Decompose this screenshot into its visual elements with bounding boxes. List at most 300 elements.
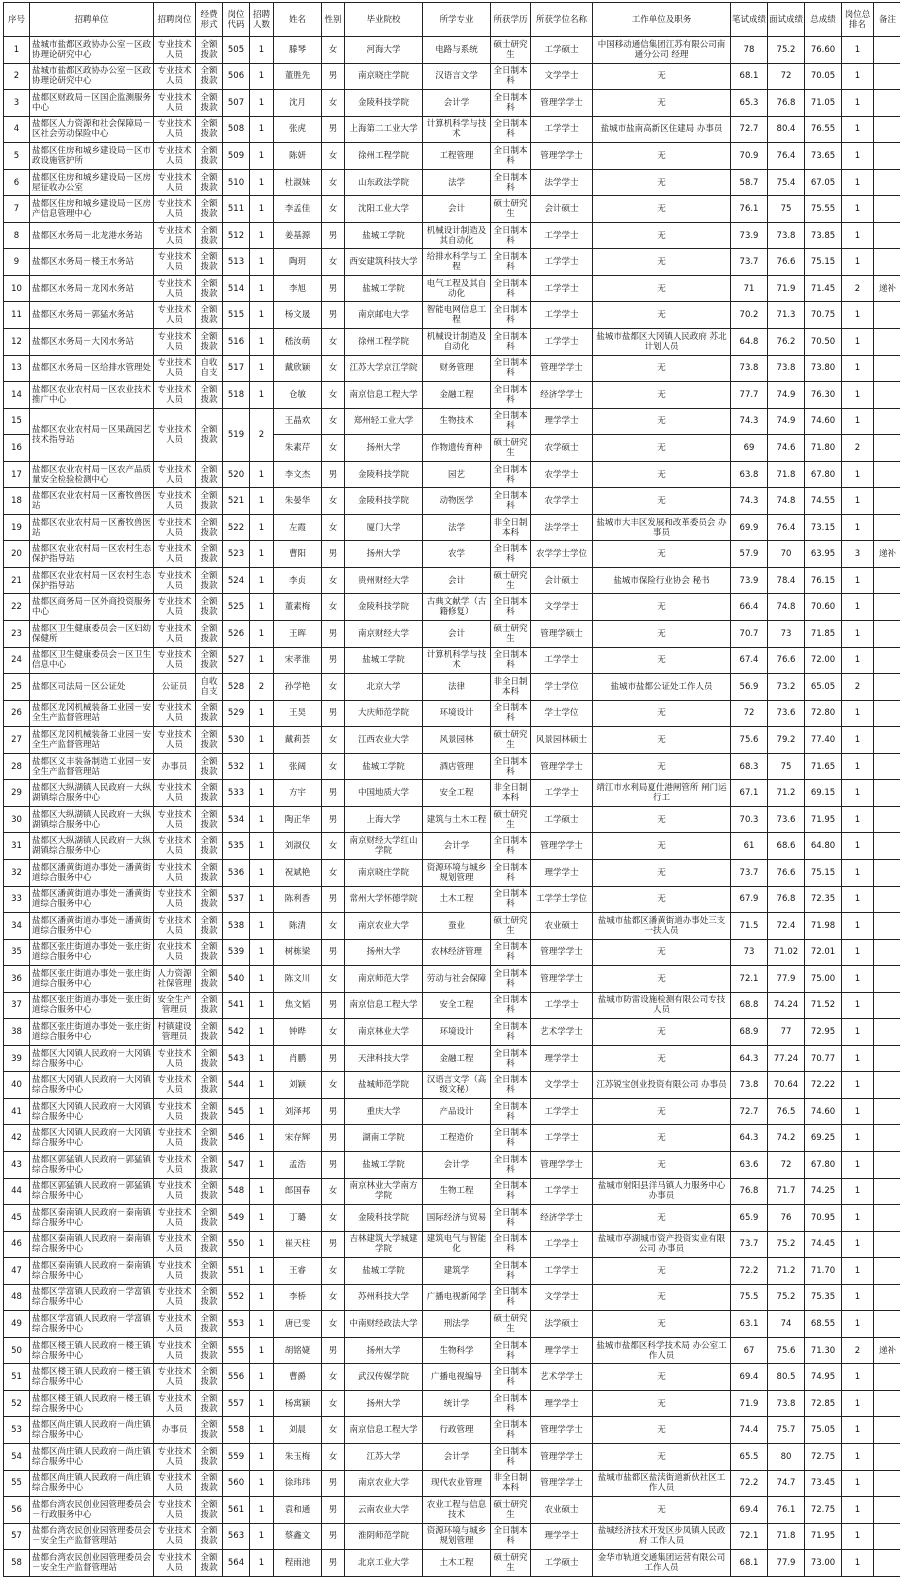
cell-name: 刘晨 — [274, 1417, 322, 1444]
cell-total-score: 70.50 — [805, 329, 842, 356]
cell-funding: 自收自支 — [196, 355, 223, 382]
cell-funding: 全额拨款 — [196, 1072, 223, 1099]
cell-interview-score: 76.1 — [768, 1497, 805, 1524]
cell-written-score: 72.2 — [731, 1470, 768, 1497]
cell-gender: 女 — [322, 1205, 345, 1232]
cell-name: 宋孝淮 — [274, 647, 322, 674]
cell-education: 全日制本科 — [491, 700, 531, 727]
cell-index: 32 — [4, 859, 30, 886]
cell-position-code: 542 — [223, 1019, 250, 1046]
cell-degree: 工学学士 — [531, 1258, 593, 1285]
cell-position: 专业技术人员 — [154, 1151, 196, 1178]
cell-employer: 盐都区住房和城乡建设局－区房屋征收办公室 — [30, 169, 154, 196]
cell-workplace: 无 — [593, 63, 731, 90]
cell-index: 28 — [4, 753, 30, 780]
table-row — [4, 541, 900, 568]
cell-funding: 全额拨款 — [196, 249, 223, 276]
cell-index: 40 — [4, 1072, 30, 1099]
table-row — [4, 169, 900, 196]
cell-hire-count: 1 — [250, 382, 274, 409]
cell-position-code: 519 — [223, 408, 250, 461]
cell-name: 唐已雯 — [274, 1311, 322, 1338]
cell-degree: 农学学士 — [531, 461, 593, 488]
cell-index: 42 — [4, 1125, 30, 1152]
cell-gender: 女 — [322, 1390, 345, 1417]
cell-education: 全日制本科 — [491, 275, 531, 302]
cell-degree: 理学学士 — [531, 408, 593, 435]
cell-remarks — [874, 1470, 900, 1497]
cell-gender: 女 — [322, 859, 345, 886]
cell-degree: 管理学学士 — [531, 753, 593, 780]
cell-hire-count: 1 — [250, 488, 274, 515]
cell-employer: 盐都区水务局－郭猛水务站 — [30, 302, 154, 329]
cell-major: 园艺 — [423, 461, 491, 488]
table-row — [4, 1311, 900, 1338]
cell-gender: 女 — [322, 514, 345, 541]
cell-index: 21 — [4, 567, 30, 594]
table-row — [4, 806, 900, 833]
cell-hire-count: 1 — [250, 1390, 274, 1417]
cell-interview-score: 73.8 — [768, 222, 805, 249]
cell-school: 盐城师范学院 — [345, 1072, 423, 1099]
cell-gender: 女 — [322, 435, 345, 462]
cell-rank: 1 — [842, 833, 874, 860]
cell-major: 建筑与土木工程 — [423, 806, 491, 833]
cell-written-score: 65.5 — [731, 1443, 768, 1470]
cell-remarks — [874, 1045, 900, 1072]
cell-education: 全日制本科 — [491, 488, 531, 515]
cell-total-score: 72.00 — [805, 647, 842, 674]
cell-rank: 3 — [842, 541, 874, 568]
cell-funding: 全额拨款 — [196, 1284, 223, 1311]
cell-name: 程雨池 — [274, 1550, 322, 1577]
cell-school: 南京晓庄学院 — [345, 859, 423, 886]
cell-remarks — [874, 329, 900, 356]
cell-index: 4 — [4, 116, 30, 143]
cell-rank: 1 — [842, 886, 874, 913]
cell-workplace: 无 — [593, 222, 731, 249]
header-col-funding: 经费形式 — [196, 3, 223, 37]
cell-major: 会计学 — [423, 1151, 491, 1178]
cell-position: 专业技术人员 — [154, 1231, 196, 1258]
cell-degree: 会计硕士 — [531, 196, 593, 223]
cell-total-score: 65.05 — [805, 674, 842, 701]
table-row — [4, 966, 900, 993]
cell-hire-count: 1 — [250, 859, 274, 886]
cell-index: 41 — [4, 1098, 30, 1125]
cell-total-score: 73.85 — [805, 222, 842, 249]
cell-remarks — [874, 116, 900, 143]
cell-position: 专业技术人员 — [154, 1364, 196, 1391]
cell-position: 专业技术人员 — [154, 859, 196, 886]
cell-education: 硕士研究生 — [491, 37, 531, 64]
cell-education: 全日制本科 — [491, 753, 531, 780]
cell-hire-count: 1 — [250, 992, 274, 1019]
cell-written-score: 74.3 — [731, 488, 768, 515]
cell-degree: 工学硕士 — [531, 806, 593, 833]
cell-funding: 全额拨款 — [196, 541, 223, 568]
cell-school: 河海大学 — [345, 37, 423, 64]
cell-total-score: 69.15 — [805, 780, 842, 807]
cell-rank: 1 — [842, 1072, 874, 1099]
cell-funding: 全额拨款 — [196, 913, 223, 940]
cell-hire-count: 1 — [250, 249, 274, 276]
cell-degree: 工学学士 — [531, 647, 593, 674]
cell-written-score: 75.6 — [731, 727, 768, 754]
cell-interview-score: 73.8 — [768, 1390, 805, 1417]
cell-degree: 农学硕士 — [531, 435, 593, 462]
cell-gender: 男 — [322, 461, 345, 488]
cell-position-code: 513 — [223, 249, 250, 276]
cell-name: 杨寓颖 — [274, 1390, 322, 1417]
cell-position-code: 557 — [223, 1390, 250, 1417]
cell-interview-score: 76 — [768, 1205, 805, 1232]
cell-rank: 1 — [842, 382, 874, 409]
cell-interview-score: 74 — [768, 1311, 805, 1338]
cell-position-code: 563 — [223, 1523, 250, 1550]
cell-position-code: 525 — [223, 594, 250, 621]
cell-index: 20 — [4, 541, 30, 568]
cell-interview-score: 76.4 — [768, 143, 805, 170]
cell-remarks — [874, 461, 900, 488]
cell-employer: 盐都区潘黄街道办事处－潘黄街道综合服务中心 — [30, 913, 154, 940]
cell-school: 南京农业大学 — [345, 1470, 423, 1497]
cell-remarks — [874, 382, 900, 409]
cell-gender: 女 — [322, 1072, 345, 1099]
cell-employer: 盐都区农业农村局－区农业技术推广中心 — [30, 382, 154, 409]
cell-name: 朱素芹 — [274, 435, 322, 462]
cell-gender: 女 — [322, 966, 345, 993]
table-row — [4, 1390, 900, 1417]
header-col-position-code: 岗位代码 — [223, 3, 250, 37]
cell-position: 专业技术人员 — [154, 780, 196, 807]
cell-workplace: 无 — [593, 1258, 731, 1285]
cell-gender: 女 — [322, 249, 345, 276]
cell-gender: 男 — [322, 939, 345, 966]
cell-funding: 全额拨款 — [196, 37, 223, 64]
cell-position: 专业技术人员 — [154, 1337, 196, 1364]
cell-name: 董素梅 — [274, 594, 322, 621]
cell-workplace: 无 — [593, 541, 731, 568]
cell-hire-count: 1 — [250, 727, 274, 754]
cell-total-score: 71.98 — [805, 913, 842, 940]
cell-position-code: 548 — [223, 1178, 250, 1205]
cell-name: 肖鹏 — [274, 1045, 322, 1072]
cell-school: 扬州大学 — [345, 541, 423, 568]
cell-funding: 全额拨款 — [196, 90, 223, 117]
table-row — [4, 1550, 900, 1577]
cell-index: 23 — [4, 621, 30, 648]
cell-school: 江苏大学 — [345, 1443, 423, 1470]
cell-interview-score: 75 — [768, 753, 805, 780]
table-row — [4, 1098, 900, 1125]
cell-funding: 全额拨款 — [196, 275, 223, 302]
cell-position: 专业技术人员 — [154, 1311, 196, 1338]
cell-rank: 1 — [842, 196, 874, 223]
cell-interview-score: 68.6 — [768, 833, 805, 860]
cell-major: 土木工程 — [423, 886, 491, 913]
cell-interview-score: 70.64 — [768, 1072, 805, 1099]
cell-remarks — [874, 1231, 900, 1258]
cell-position-code: 528 — [223, 674, 250, 701]
cell-interview-score: 71.8 — [768, 1523, 805, 1550]
cell-education: 全日制本科 — [491, 249, 531, 276]
cell-remarks — [874, 674, 900, 701]
cell-major: 刑法学 — [423, 1311, 491, 1338]
cell-position: 专业技术人员 — [154, 1284, 196, 1311]
cell-rank: 1 — [842, 488, 874, 515]
cell-gender: 男 — [322, 222, 345, 249]
cell-school: 中南财经政法大学 — [345, 1311, 423, 1338]
cell-position-code: 530 — [223, 727, 250, 754]
cell-degree: 农学学士 — [531, 488, 593, 515]
cell-written-score: 76.1 — [731, 196, 768, 223]
cell-total-score: 74.60 — [805, 408, 842, 435]
cell-position-code: 564 — [223, 1550, 250, 1577]
cell-employer: 盐都区大纵湖镇人民政府－大纵湖镇综合服务中心 — [30, 833, 154, 860]
cell-rank: 1 — [842, 1151, 874, 1178]
cell-remarks — [874, 37, 900, 64]
cell-major: 环境设计 — [423, 700, 491, 727]
cell-position: 专业技术人员 — [154, 37, 196, 64]
cell-index: 25 — [4, 674, 30, 701]
cell-gender: 女 — [322, 408, 345, 435]
cell-degree: 理学学士 — [531, 1045, 593, 1072]
cell-index: 43 — [4, 1151, 30, 1178]
cell-written-score: 67.4 — [731, 647, 768, 674]
header-col-degree: 所获学位名称 — [531, 3, 593, 37]
cell-name: 李贞 — [274, 567, 322, 594]
cell-degree: 管理学学士 — [531, 1417, 593, 1444]
cell-degree: 工学学士 — [531, 302, 593, 329]
cell-remarks — [874, 302, 900, 329]
cell-hire-count: 1 — [250, 461, 274, 488]
cell-written-score: 72.1 — [731, 1523, 768, 1550]
cell-employer: 盐城市盐都区政协办公室－区政协理论研究中心 — [30, 63, 154, 90]
cell-position-code: 539 — [223, 939, 250, 966]
cell-workplace: 盐城市防雷设施检测有限公司专技人员 — [593, 992, 731, 1019]
cell-index: 53 — [4, 1417, 30, 1444]
cell-education: 全日制本科 — [491, 966, 531, 993]
cell-index: 58 — [4, 1550, 30, 1577]
cell-education: 全日制本科 — [491, 1390, 531, 1417]
table-row — [4, 1178, 900, 1205]
cell-funding: 全额拨款 — [196, 1390, 223, 1417]
cell-employer: 盐都区住房和城乡建设局－区房产信息管理中心 — [30, 196, 154, 223]
cell-position: 专业技术人员 — [154, 806, 196, 833]
cell-rank: 1 — [842, 727, 874, 754]
cell-written-score: 69.9 — [731, 514, 768, 541]
cell-workplace: 金华市轨道交通集团运营有限公司 工作人员 — [593, 1550, 731, 1577]
cell-written-score: 73.8 — [731, 1072, 768, 1099]
cell-degree: 工学学士 — [531, 249, 593, 276]
cell-total-score: 72.85 — [805, 1390, 842, 1417]
cell-hire-count: 1 — [250, 1523, 274, 1550]
cell-position: 专业技术人员 — [154, 143, 196, 170]
cell-position-code: 551 — [223, 1258, 250, 1285]
cell-hire-count: 1 — [250, 1178, 274, 1205]
cell-interview-score: 73 — [768, 621, 805, 648]
cell-written-score: 69.4 — [731, 1364, 768, 1391]
cell-major: 动物医学 — [423, 488, 491, 515]
cell-workplace: 盐城市射阳县洋马镇人力服务中心 办事员 — [593, 1178, 731, 1205]
cell-rank: 1 — [842, 63, 874, 90]
cell-education: 全日制本科 — [491, 1019, 531, 1046]
table-row — [4, 1231, 900, 1258]
cell-rank: 1 — [842, 116, 874, 143]
table-row — [4, 143, 900, 170]
cell-major: 农林经济管理 — [423, 939, 491, 966]
cell-hire-count: 1 — [250, 1470, 274, 1497]
cell-education: 全日制本科 — [491, 859, 531, 886]
cell-major: 风景园林 — [423, 727, 491, 754]
cell-index: 33 — [4, 886, 30, 913]
cell-gender: 女 — [322, 329, 345, 356]
cell-remarks: 递补 — [874, 1337, 900, 1364]
cell-index: 36 — [4, 966, 30, 993]
cell-position: 公证员 — [154, 674, 196, 701]
cell-school: 金陵科技学院 — [345, 461, 423, 488]
cell-position: 专业技术人员 — [154, 1258, 196, 1285]
cell-remarks — [874, 514, 900, 541]
cell-hire-count: 1 — [250, 275, 274, 302]
cell-interview-score: 72 — [768, 1151, 805, 1178]
cell-name: 陈清 — [274, 913, 322, 940]
cell-workplace: 无 — [593, 1364, 731, 1391]
cell-workplace: 靖江市水利局夏仕港闸管所 闸门运行工 — [593, 780, 731, 807]
cell-degree: 管理学学士 — [531, 143, 593, 170]
cell-school: 湖南工学院 — [345, 1125, 423, 1152]
cell-education: 全日制本科 — [491, 541, 531, 568]
cell-interview-score: 80.5 — [768, 1364, 805, 1391]
cell-position-code: 509 — [223, 143, 250, 170]
cell-education: 全日制本科 — [491, 169, 531, 196]
cell-funding: 全额拨款 — [196, 886, 223, 913]
cell-funding: 全额拨款 — [196, 63, 223, 90]
cell-position: 专业技术人员 — [154, 1443, 196, 1470]
table-row — [4, 1019, 900, 1046]
cell-major: 资源环境与城乡规划管理 — [423, 1523, 491, 1550]
cell-funding: 全额拨款 — [196, 222, 223, 249]
cell-position-code: 533 — [223, 780, 250, 807]
header-col-index: 序号 — [4, 3, 30, 37]
cell-education: 全日制本科 — [491, 1045, 531, 1072]
cell-education: 全日制本科 — [491, 1205, 531, 1232]
cell-position-code: 510 — [223, 169, 250, 196]
cell-workplace: 无 — [593, 939, 731, 966]
cell-workplace: 无 — [593, 408, 731, 435]
cell-name: 李孟佳 — [274, 196, 322, 223]
cell-hire-count: 1 — [250, 143, 274, 170]
cell-gender: 男 — [322, 1098, 345, 1125]
cell-written-score: 70.3 — [731, 806, 768, 833]
cell-interview-score: 73.6 — [768, 700, 805, 727]
cell-position-code: 540 — [223, 966, 250, 993]
cell-name: 焦文韬 — [274, 992, 322, 1019]
cell-gender: 男 — [322, 275, 345, 302]
cell-position-code: 512 — [223, 222, 250, 249]
cell-remarks — [874, 833, 900, 860]
cell-hire-count: 1 — [250, 1098, 274, 1125]
cell-workplace: 无 — [593, 196, 731, 223]
cell-major: 广播电视新闻学 — [423, 1284, 491, 1311]
cell-name: 陶玥 — [274, 249, 322, 276]
cell-remarks — [874, 647, 900, 674]
cell-major: 作物遗传育种 — [423, 435, 491, 462]
table-row — [4, 1470, 900, 1497]
cell-workplace: 无 — [593, 169, 731, 196]
cell-education: 全日制本科 — [491, 1072, 531, 1099]
cell-hire-count: 1 — [250, 1125, 274, 1152]
cell-funding: 全额拨款 — [196, 1497, 223, 1524]
cell-interview-score: 77.9 — [768, 1550, 805, 1577]
cell-total-score: 70.77 — [805, 1045, 842, 1072]
cell-degree: 工学学士 — [531, 222, 593, 249]
cell-written-score: 73.8 — [731, 355, 768, 382]
cell-rank: 1 — [842, 249, 874, 276]
table-row — [4, 1072, 900, 1099]
table-row — [4, 1417, 900, 1444]
cell-total-score: 75.55 — [805, 196, 842, 223]
cell-gender: 男 — [322, 541, 345, 568]
cell-position-code: 547 — [223, 1151, 250, 1178]
cell-remarks — [874, 1205, 900, 1232]
cell-school: 南京信息工程大学 — [345, 1417, 423, 1444]
cell-workplace: 无 — [593, 382, 731, 409]
cell-workplace: 无 — [593, 594, 731, 621]
cell-hire-count: 1 — [250, 886, 274, 913]
cell-major: 机械设计制造及其自动化 — [423, 222, 491, 249]
cell-funding: 全额拨款 — [196, 966, 223, 993]
cell-education: 硕士研究生 — [491, 1497, 531, 1524]
results-table-wrapper — [3, 2, 897, 1577]
cell-hire-count: 1 — [250, 1072, 274, 1099]
cell-employer: 盐都区潘黄街道办事处－潘黄街道综合服务中心 — [30, 859, 154, 886]
cell-hire-count: 1 — [250, 63, 274, 90]
cell-education: 非全日制本科 — [491, 780, 531, 807]
cell-index: 29 — [4, 780, 30, 807]
cell-rank: 1 — [842, 1390, 874, 1417]
cell-funding: 全额拨款 — [196, 992, 223, 1019]
cell-rank: 2 — [842, 1337, 874, 1364]
cell-position: 专业技术人员 — [154, 408, 196, 461]
cell-degree: 工学学士 — [531, 1125, 593, 1152]
cell-name: 刘泽邦 — [274, 1098, 322, 1125]
cell-position-code: 529 — [223, 700, 250, 727]
cell-remarks — [874, 1497, 900, 1524]
cell-hire-count: 1 — [250, 541, 274, 568]
cell-degree: 文学学士 — [531, 1284, 593, 1311]
cell-written-score: 73 — [731, 939, 768, 966]
cell-rank: 1 — [842, 780, 874, 807]
cell-employer: 盐都区财政局－区国企监测服务中心 — [30, 90, 154, 117]
cell-school: 南京林业大学南方学院 — [345, 1178, 423, 1205]
cell-position: 村镇建设管理员 — [154, 1019, 196, 1046]
header-col-position: 招聘岗位 — [154, 3, 196, 37]
cell-position: 专业技术人员 — [154, 1178, 196, 1205]
cell-remarks — [874, 1364, 900, 1391]
cell-position: 专业技术人员 — [154, 886, 196, 913]
cell-school: 扬州大学 — [345, 1390, 423, 1417]
cell-position: 专业技术人员 — [154, 1045, 196, 1072]
cell-degree: 农业硕士 — [531, 1497, 593, 1524]
cell-total-score: 72.35 — [805, 886, 842, 913]
cell-workplace: 无 — [593, 1497, 731, 1524]
cell-workplace: 无 — [593, 859, 731, 886]
cell-funding: 全额拨款 — [196, 143, 223, 170]
cell-major: 机械设计制造及自动化 — [423, 329, 491, 356]
cell-position-code: 521 — [223, 488, 250, 515]
